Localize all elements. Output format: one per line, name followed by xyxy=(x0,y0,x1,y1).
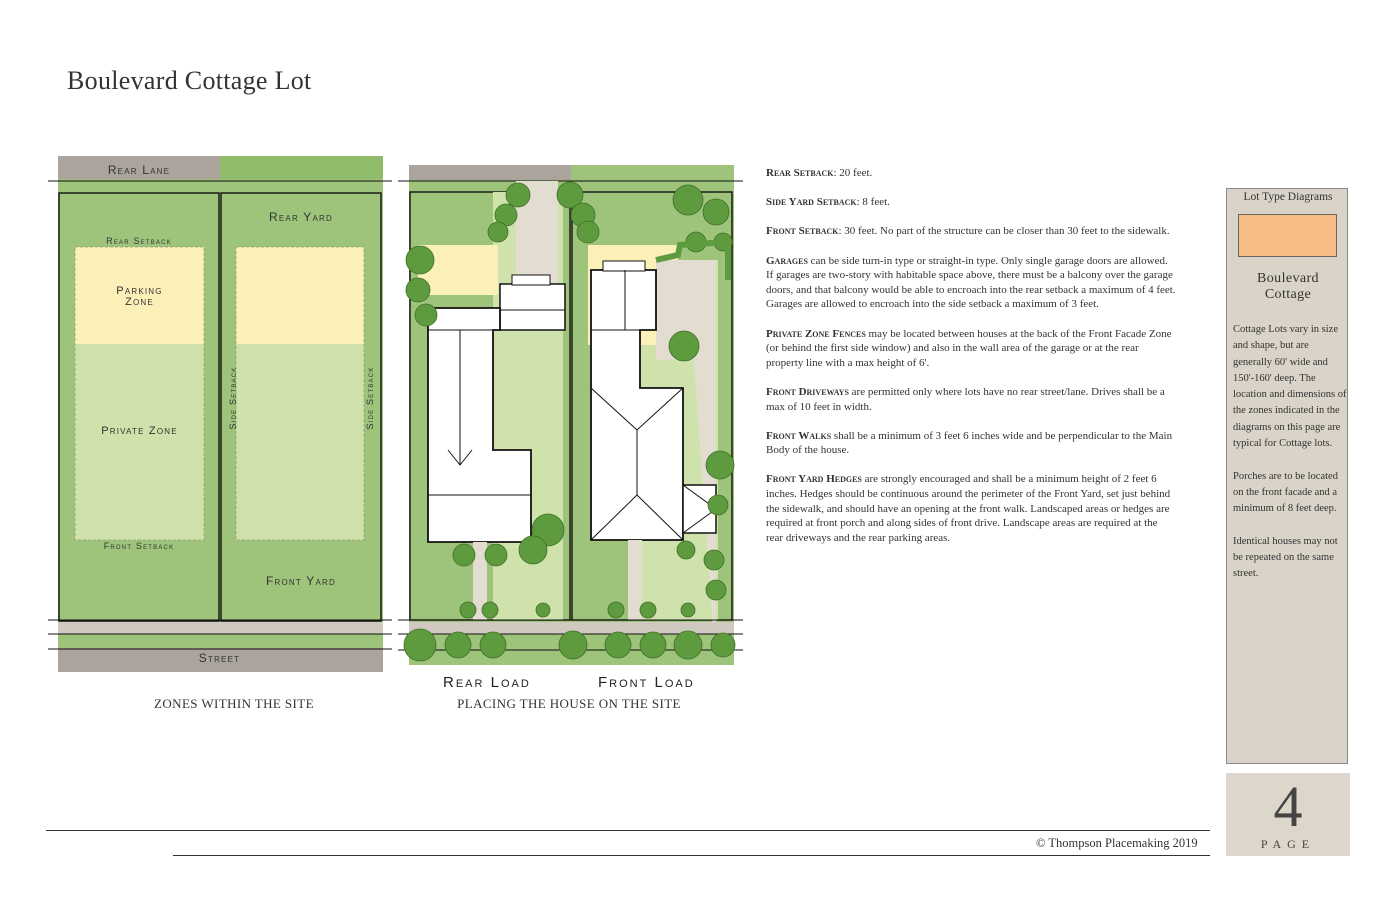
rule-front-hedges xyxy=(766,472,1176,545)
footer-rule-top xyxy=(46,830,1210,831)
rule-front-driveways xyxy=(766,385,1176,414)
rule-garages xyxy=(766,254,1176,312)
parking-zone-right xyxy=(236,247,364,344)
side-setback-label-right: Side Setback xyxy=(365,366,375,430)
lot-type-name-line1: Boulevard xyxy=(1257,271,1319,286)
rule-text: : 30 feet. No part of the structure can be closer than 30 feet to the sidewalk. xyxy=(838,225,1170,238)
rule-term: Front Driveways xyxy=(766,385,849,398)
rear-setback-label: Rear Setback xyxy=(106,236,172,246)
rule-front-walks xyxy=(766,429,1176,458)
footer-rule-bottom xyxy=(173,855,1210,856)
placement-diagram xyxy=(398,160,750,670)
rule-text: shall be a minimum of 3 feet 6 inches wide and be perpendicular to the Main Body of the house. xyxy=(766,429,1173,457)
rule-text: : 8 feet. xyxy=(856,196,890,209)
lot-type-sidebar xyxy=(1226,188,1348,764)
lot-type-swatch xyxy=(1238,214,1337,257)
parking-zone-label xyxy=(75,286,204,308)
rule-term: Garages xyxy=(766,254,808,267)
rule-term: Front Walks xyxy=(766,429,832,442)
sidebar-paragraph: Porches are to be located on the front facade and a minimum of 8 feet deep. xyxy=(1233,470,1338,515)
parking-label-line2: Zone xyxy=(125,296,154,308)
front-load-label: Front Load xyxy=(598,674,695,691)
page-title: Boulevard Cottage Lot xyxy=(67,66,312,95)
front-yard-label: Front Yard xyxy=(265,574,336,588)
rear-lane-lawn xyxy=(220,156,383,179)
private-zone-left xyxy=(75,344,204,540)
sidebar-paragraph: Identical houses may not be repeated on the same street. xyxy=(1233,535,1338,580)
placement-caption: PLACING THE HOUSE ON THE SITE xyxy=(457,696,681,711)
page-number-box xyxy=(1226,773,1350,856)
zones-diagram xyxy=(40,150,400,680)
front-setback-label: Front Setback xyxy=(103,541,175,551)
sidebar-paragraph: Cottage Lots vary in size and shape, but are generally 60' wide and 150'-160' deep. The location and dimensions of the zones indicated in the diagrams on this page are typical for Cottage lots. xyxy=(1233,324,1347,450)
parking-label-line1: Parking xyxy=(116,285,163,297)
rule-private-fences xyxy=(766,327,1176,371)
rule-front-setback xyxy=(766,224,1176,239)
page-label: PAGE xyxy=(1260,837,1316,851)
sidebar-body xyxy=(1233,322,1347,599)
rule-text: are permitted only where lots have no rear street/lane. Drives shall be a max of 10 feet in width. xyxy=(766,385,1165,413)
lot-type-name xyxy=(1227,271,1349,303)
rule-text: are strongly encouraged and shall be a minimum height of 2 feet 6 inches. Hedges should be continuous around the perimeter of the Front Yard, set just behind the sidewalk, and should have an opening at the front walk. Landscaped areas or hedges are required at front porch and along sides of front drive. Landscape areas are required at the rear driveways and the rear parking areas. xyxy=(766,473,1171,544)
lot-type-name-line2: Cottage xyxy=(1264,287,1312,302)
rule-rear-setback xyxy=(766,166,1176,181)
private-zone-label: Private Zone xyxy=(101,425,178,437)
page-number: 4 xyxy=(1273,774,1303,839)
rule-text: : 20 feet. xyxy=(833,167,873,179)
rule-term: Front Yard Hedges xyxy=(766,473,862,486)
rule-term: Side Yard Setback xyxy=(766,196,857,209)
rule-text: can be side turn-in type or straight-in type. Only single garage doors are allowed. If garages are two-story with habitable space above, there must be a balcony over the garage doors, and that balcony would be able to encroach into the rear setback a maximum of 4 feet. Garages are allowed to encroach into the side setback a maximum of 3 feet. xyxy=(766,254,1176,311)
sidewalk xyxy=(58,622,383,634)
rule-term: Front Setback xyxy=(766,225,839,238)
rear-yard-label: Rear Yard xyxy=(269,210,333,224)
zones-caption: ZONES WITHIN THE SITE xyxy=(154,696,314,711)
rule-text: may be located between houses at the back of the Front Facade Zone (or behind the first side window) and also in the wall area of the garage or at the rear property line with a max height of 6'. xyxy=(766,327,1172,369)
rule-term: Rear Setback xyxy=(766,167,834,179)
rules-text xyxy=(766,166,1176,560)
rule-term: Private Zone Fences xyxy=(766,327,866,340)
rear-lane-label: Rear Lane xyxy=(107,163,171,177)
private-zone-right xyxy=(236,344,364,540)
rule-side-setback xyxy=(766,195,1176,210)
rear-load-label: Rear Load xyxy=(443,674,531,691)
sidebar-heading: Lot Type Diagrams xyxy=(1243,191,1333,203)
copyright: © Thompson Placemaking 2019 xyxy=(1036,836,1198,850)
side-setback-label-left: Side Setback xyxy=(228,366,238,430)
street-label: Street xyxy=(198,651,241,665)
